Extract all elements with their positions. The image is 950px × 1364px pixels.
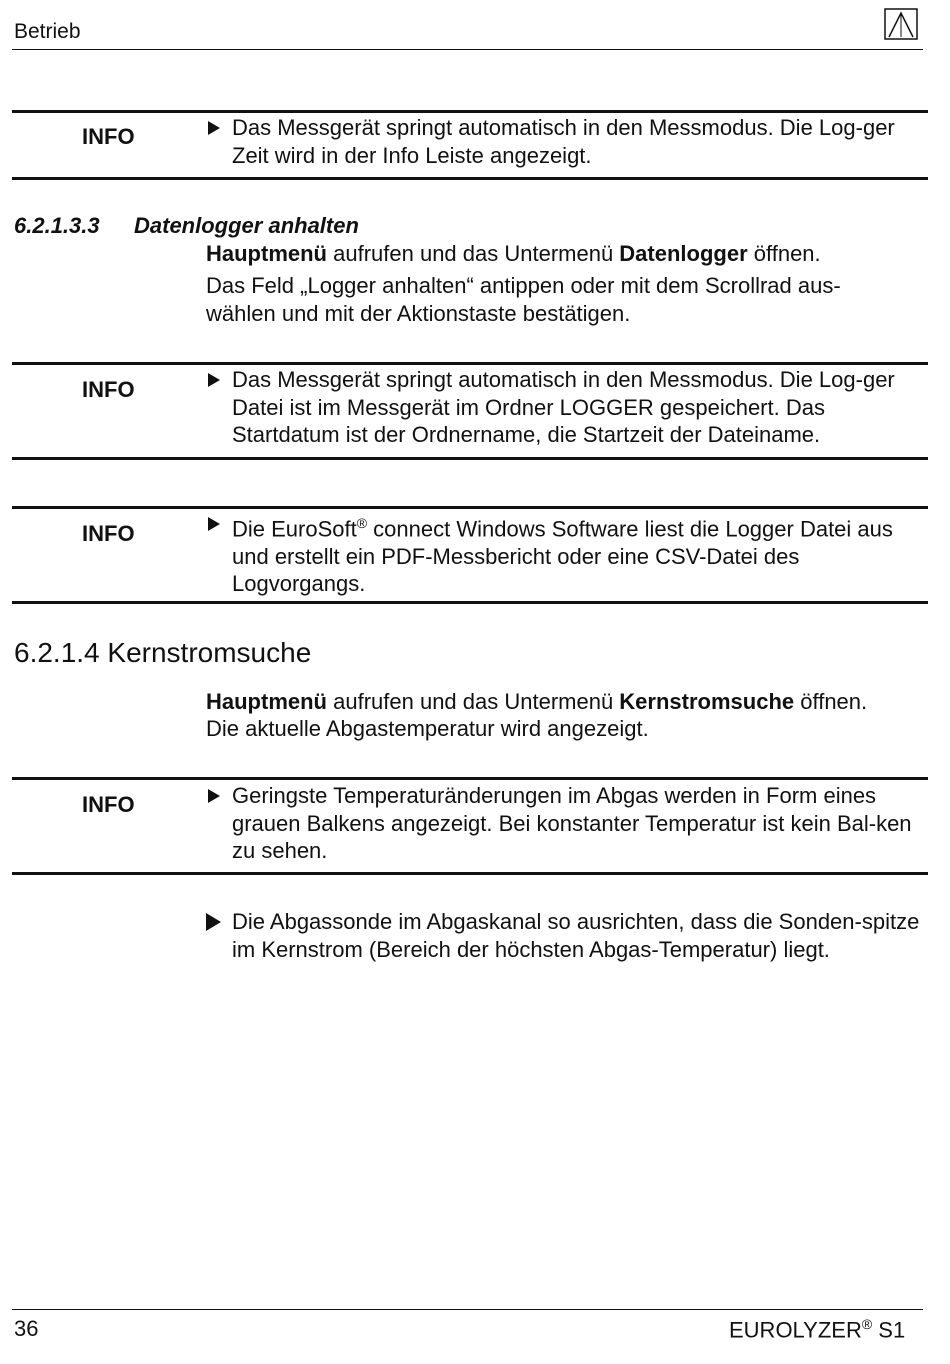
step-instruction: Die Abgassonde im Abgaskanal so ausrichten, dass die Sonden-spitze im Kernstrom (Bereich der höchsten Abgas-Temperatur) liegt. — [232, 908, 922, 963]
info-text: Die EuroSoft® connect Windows Software liest die Logger Datei aus und erstellt ein PDF-Messbericht oder eine CSV-Datei des Logvorgangs. — [232, 510, 912, 598]
section-title: Datenlogger anhalten — [134, 213, 359, 238]
section-number: 6.2.1.3.3 — [14, 213, 100, 238]
info-box-bottom-rule — [12, 177, 928, 180]
bullet-triangle-icon — [208, 373, 220, 387]
info-text: Das Messgerät springt automatisch in den Messmodus. Die Log-ger Zeit wird in der Info Leiste angezeigt. — [232, 114, 912, 169]
info-box-bottom-rule — [12, 457, 928, 460]
instruction-line: Hauptmenü aufrufen und das Untermenü Kernstromsuche öffnen. — [206, 689, 868, 714]
info-text: Geringste Temperaturänderungen im Abgas werden in Form eines grauen Balkens angezeigt. Bei konstanter Temperatur ist kein Bal-ken zu sehen. — [232, 782, 932, 865]
instruction-line: Die aktuelle Abgastemperatur wird angezeigt. — [206, 716, 649, 741]
bullet-triangle-icon — [208, 789, 220, 803]
info-box-bottom-rule — [12, 872, 928, 875]
info-box-bottom-rule — [12, 601, 928, 604]
info-box-top-rule — [12, 362, 928, 365]
info-label: INFO — [82, 124, 135, 149]
info-label: INFO — [82, 792, 135, 817]
page-number: 36 — [14, 1316, 39, 1341]
info-text: Das Messgerät springt automatisch in den Messmodus. Die Log-ger Datei ist im Messgerät im Ordner LOGGER gespeichert. Das Startdatum ist der Ordnername, die Startzeit der Dateiname. — [232, 366, 922, 449]
running-header: Betrieb — [14, 20, 81, 43]
header-divider — [12, 49, 923, 50]
info-label: INFO — [82, 521, 135, 546]
info-box-top-rule — [12, 777, 928, 780]
info-box-top-rule — [12, 110, 928, 113]
bullet-triangle-icon — [208, 121, 220, 135]
info-label: INFO — [82, 377, 135, 402]
bullet-triangle-icon — [208, 517, 220, 531]
instruction-line: Hauptmenü aufrufen und das Untermenü Datenlogger öffnen. — [206, 241, 821, 266]
action-triangle-icon — [206, 913, 221, 931]
info-box-top-rule — [12, 506, 928, 509]
footer-divider — [12, 1309, 923, 1310]
instruction-paragraph: Das Feld „Logger anhalten“ antippen oder mit dem Scrollrad aus-wählen und mit der Aktionstaste bestätigen. — [206, 273, 841, 326]
section-heading: 6.2.1.4 Kernstromsuche — [14, 637, 312, 668]
product-name: EUROLYZER® S1 — [729, 1316, 906, 1343]
logo-icon — [884, 8, 918, 40]
